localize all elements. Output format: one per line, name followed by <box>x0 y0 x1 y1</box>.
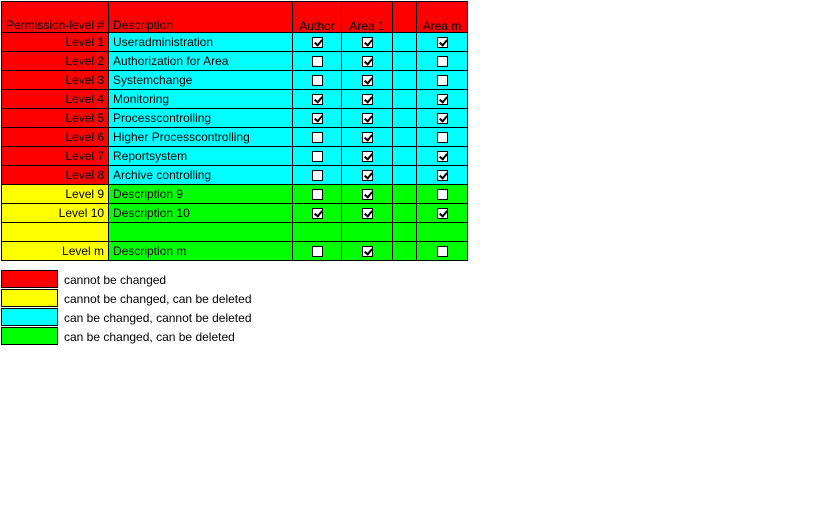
area1-checkbox[interactable] <box>362 94 373 105</box>
author-cell <box>293 33 342 52</box>
aream-cell <box>417 185 468 204</box>
legend-swatch-cyan <box>1 308 58 326</box>
author-cell <box>293 204 342 223</box>
description-cell: Monitoring <box>109 90 293 109</box>
author-cell <box>293 242 342 261</box>
aream-checkbox[interactable] <box>437 170 448 181</box>
gap-cell <box>393 90 417 109</box>
aream-checkbox[interactable] <box>437 246 448 257</box>
legend-label: cannot be changed, can be deleted <box>64 291 252 306</box>
permission-row <box>2 71 468 90</box>
permission-level-cell: Level 2 <box>2 52 109 71</box>
header-row <box>2 2 468 33</box>
permission-level-cell: Level m <box>2 242 109 261</box>
header-author: Author <box>293 2 342 33</box>
aream-checkbox[interactable] <box>437 151 448 162</box>
description-cell: Systemchange <box>109 71 293 90</box>
permission-row <box>2 147 468 166</box>
gap-cell <box>393 242 417 261</box>
area1-cell <box>342 166 393 185</box>
description-cell: Reportsystem <box>109 147 293 166</box>
author-checkbox[interactable] <box>312 94 323 105</box>
permission-row <box>2 242 468 261</box>
legend-swatch-green <box>1 327 58 345</box>
aream-cell <box>417 242 468 261</box>
permission-row <box>2 185 468 204</box>
author-checkbox[interactable] <box>312 189 323 200</box>
permission-row <box>2 223 468 242</box>
permission-table <box>1 1 468 261</box>
area1-cell <box>342 90 393 109</box>
author-checkbox[interactable] <box>312 170 323 181</box>
permission-level-cell: Level 9 <box>2 185 109 204</box>
header-area-1: Area 1 <box>342 2 393 33</box>
aream-checkbox[interactable] <box>437 94 448 105</box>
area1-cell <box>342 242 393 261</box>
permission-row <box>2 90 468 109</box>
area1-checkbox[interactable] <box>362 132 373 143</box>
permission-row <box>2 204 468 223</box>
area1-cell <box>342 33 393 52</box>
aream-cell <box>417 204 468 223</box>
aream-checkbox[interactable] <box>437 37 448 48</box>
aream-cell <box>417 52 468 71</box>
permission-level-cell: Level 4 <box>2 90 109 109</box>
aream-checkbox[interactable] <box>437 189 448 200</box>
description-cell: Processcontrolling <box>109 109 293 128</box>
permission-row <box>2 52 468 71</box>
author-checkbox[interactable] <box>312 75 323 86</box>
aream-checkbox[interactable] <box>437 56 448 67</box>
author-cell <box>293 185 342 204</box>
aream-cell <box>417 166 468 185</box>
gap-cell <box>393 52 417 71</box>
aream-cell <box>417 71 468 90</box>
aream-checkbox[interactable] <box>437 75 448 86</box>
header-description: Description <box>109 2 293 33</box>
description-cell: Description 10 <box>109 204 293 223</box>
author-cell <box>293 90 342 109</box>
aream-checkbox[interactable] <box>437 113 448 124</box>
aream-cell <box>417 128 468 147</box>
area1-checkbox[interactable] <box>362 113 373 124</box>
author-checkbox[interactable] <box>312 113 323 124</box>
area1-checkbox[interactable] <box>362 56 373 67</box>
permission-level-cell: Level 10 <box>2 204 109 223</box>
legend-row <box>1 270 252 289</box>
description-cell: Authorization for Area <box>109 52 293 71</box>
author-cell <box>293 223 342 242</box>
gap-cell <box>393 109 417 128</box>
aream-checkbox[interactable] <box>437 132 448 143</box>
permission-table-body <box>2 2 468 261</box>
area1-checkbox[interactable] <box>362 189 373 200</box>
area1-cell <box>342 109 393 128</box>
permission-level-cell: Level 7 <box>2 147 109 166</box>
permission-row <box>2 128 468 147</box>
area1-checkbox[interactable] <box>362 75 373 86</box>
permission-level-cell: Level 6 <box>2 128 109 147</box>
permission-row <box>2 109 468 128</box>
area1-cell <box>342 204 393 223</box>
author-cell <box>293 52 342 71</box>
header-gap <box>393 2 417 33</box>
gap-cell <box>393 71 417 90</box>
area1-cell <box>342 128 393 147</box>
author-cell <box>293 71 342 90</box>
permission-level-cell: Level 1 <box>2 33 109 52</box>
gap-cell <box>393 185 417 204</box>
description-cell: Useradministration <box>109 33 293 52</box>
area1-checkbox[interactable] <box>362 151 373 162</box>
header-area-m: Area m <box>417 2 468 33</box>
author-checkbox[interactable] <box>312 37 323 48</box>
gap-cell <box>393 223 417 242</box>
aream-checkbox[interactable] <box>437 208 448 219</box>
permission-level-cell: Level 5 <box>2 109 109 128</box>
legend-label: cannot be changed <box>64 272 167 287</box>
author-checkbox[interactable] <box>312 246 323 257</box>
area1-checkbox[interactable] <box>362 208 373 219</box>
legend-row <box>1 308 252 327</box>
description-cell: Higher Processcontrolling <box>109 128 293 147</box>
area1-cell <box>342 52 393 71</box>
legend-swatch-red <box>1 270 58 288</box>
author-checkbox[interactable] <box>312 151 323 162</box>
aream-cell <box>417 33 468 52</box>
description-cell: Description m <box>109 242 293 261</box>
aream-cell <box>417 223 468 242</box>
permission-level-cell <box>2 223 109 242</box>
color-legend <box>1 270 252 346</box>
legend-row <box>1 289 252 308</box>
author-cell <box>293 147 342 166</box>
area1-checkbox[interactable] <box>362 246 373 257</box>
legend-swatch-yellow <box>1 289 58 307</box>
author-cell <box>293 109 342 128</box>
gap-cell <box>393 33 417 52</box>
gap-cell <box>393 166 417 185</box>
author-cell <box>293 128 342 147</box>
area1-checkbox[interactable] <box>362 170 373 181</box>
header-permission-level: Permission-level # <box>2 2 109 33</box>
aream-cell <box>417 90 468 109</box>
area1-cell <box>342 147 393 166</box>
description-cell: Archive controlling <box>109 166 293 185</box>
author-checkbox[interactable] <box>312 132 323 143</box>
area1-cell <box>342 223 393 242</box>
author-checkbox[interactable] <box>312 56 323 67</box>
permission-level-cell: Level 8 <box>2 166 109 185</box>
description-cell: Description 9 <box>109 185 293 204</box>
description-cell <box>109 223 293 242</box>
legend-row <box>1 327 252 346</box>
gap-cell <box>393 128 417 147</box>
gap-cell <box>393 147 417 166</box>
area1-cell <box>342 71 393 90</box>
aream-cell <box>417 109 468 128</box>
author-checkbox[interactable] <box>312 208 323 219</box>
legend-label: can be changed, can be deleted <box>64 329 235 344</box>
author-cell <box>293 166 342 185</box>
area1-checkbox[interactable] <box>362 37 373 48</box>
permission-row <box>2 166 468 185</box>
aream-cell <box>417 147 468 166</box>
area1-cell <box>342 185 393 204</box>
permission-level-cell: Level 3 <box>2 71 109 90</box>
legend-label: can be changed, cannot be deleted <box>64 310 252 325</box>
permission-row <box>2 33 468 52</box>
gap-cell <box>393 204 417 223</box>
